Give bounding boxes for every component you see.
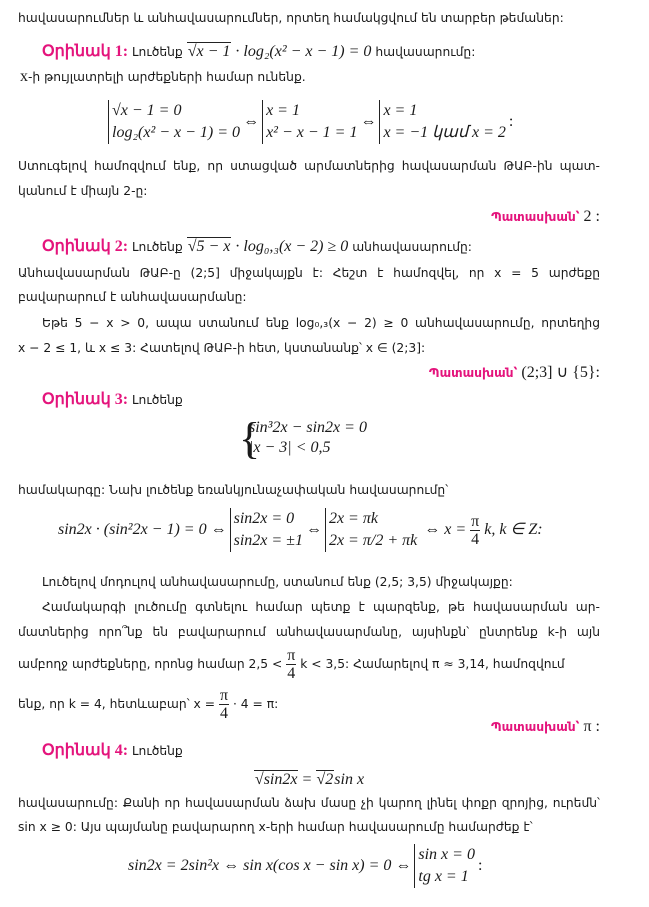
example-2-heading: Օրինակ 2: Լուծենք √ 5 − x · log₀,₃(x − 2) ≥ 0 անհավասարումը: (42, 237, 600, 257)
ex3-line-6: ենք, որ k = 4, հետևաբար՝ x = $\frac{\pi}{4}$ · 4 = π: (18, 687, 279, 722)
equivalence-chain: √x − 1 = 0 log₂(x² − x − 1) = 0⇔x = 1 x² − x − 1 = 1⇔x = 1 x = −1 կամ x = 2: (105, 100, 649, 144)
ex4-line-2: sin x ≥ 0: Այս պայմանը բավարարող x-երի համար հավասարումը համարժեք է՝ (18, 820, 533, 834)
ex4-equation: √ sin2x = √ 2sin x (18, 770, 600, 790)
check-line-2: կանում է միայն 2-ը: (18, 184, 148, 198)
ex2-line-2: բավարարում է անհավասարմանը: (18, 290, 247, 304)
check-line-1: Ստուգելով համոզվում ենք, որ ստացված արմատներից հավասարման ԹԱԲ-ին պատ- (18, 159, 600, 173)
ex2-line-3: Եթե 5 − x > 0, ապա ստանում ենք log₀,₃(x − 2) ≥ 0 անհավասարումը, որտեղից (42, 316, 600, 330)
ex4-final-equation: sin2x = 2sin²x ⇔ sin x(cos x − sin x) = 0 ⇔sin x = 0 tg x = 1: (128, 844, 649, 888)
answer-2: Պատասխան՝ (2;3] ∪ {5}: (428, 364, 600, 381)
example-1-heading (42, 42, 600, 62)
example-3-heading: Օրինակ 3: Լուծենք (42, 391, 183, 408)
equation: √ x − 1 · log₂(x² − x − 1) = 0 (187, 42, 372, 60)
text: Լուծենք (132, 45, 183, 59)
ex3-line-3: Համակարգի լուծումը գտնելու համար պետք է պարզենք, թե հավասարման ար- (42, 600, 600, 614)
ex3-line-5: ամբողջ արժեքները, որոնց համար 2,5 < $\frac{\pi}{4}$ k < 3,5: Համարելով π ≈ 3,14, համոզվում (18, 647, 565, 682)
ex2-line-1: Անհավասարման ԹԱԲ-ը (2;5] միջակայքն է: Հեշտ է համոզվել, որ x = 5 արժեքը (18, 266, 600, 280)
intro-line: հավասարումներ և անհավասարումներ, որտեղ համակցվում են տարբեր թեմաներ: (18, 11, 564, 25)
ex3-line-1: համակարգը: Նախ լուծենք եռանկյունաչափական հավասարումը՝ (18, 483, 449, 497)
answer-3: Պատասխան՝ π : (491, 718, 600, 735)
answer-1: Պատասխան՝ 2 : (491, 208, 600, 225)
example-label: Օրինակ 1: (42, 43, 129, 60)
ex2-line-4: x − 2 ≤ 1, և x ≤ 3: Հատելով ԹԱԲ-ի հետ, կստանանք՝ x ∈ (2;3]: (18, 341, 426, 355)
ex3-line-2: Լուծելով մոդուլով անհավասարումը, ստանում ենք (2,5; 3,5) միջակայքը: (42, 575, 513, 589)
domain-line: x-ի թույլատրելի արժեքների համար ունենք. (20, 68, 306, 85)
example-4-heading: Օրինակ 4: Լուծենք (42, 742, 183, 759)
ex3-system: { sin³2x − sin2x = 0 |x − 3| < 0,5 (245, 418, 649, 458)
ex3-equation: sin2x · (sin²2x − 1) = 0 ⇔sin2x = 0 sin2x = ±1⇔2x = πk 2x = π/2 + πk ⇔ x = $\frac{\pi}{4}$ k, k ∈ Z: (58, 508, 640, 552)
ex3-line-4: մատներից որո՞նք են բավարարում անհավասարմանը, այսինքն՝ ընտրենք k-ի այն (18, 625, 600, 639)
ex4-line-1: հավասարումը: Քանի որ հավասարման ձախ մասը չի կարող լինել փոքր զրոյից, ուրեմն՝ (18, 796, 600, 810)
text: հավասարումը: (375, 45, 476, 59)
